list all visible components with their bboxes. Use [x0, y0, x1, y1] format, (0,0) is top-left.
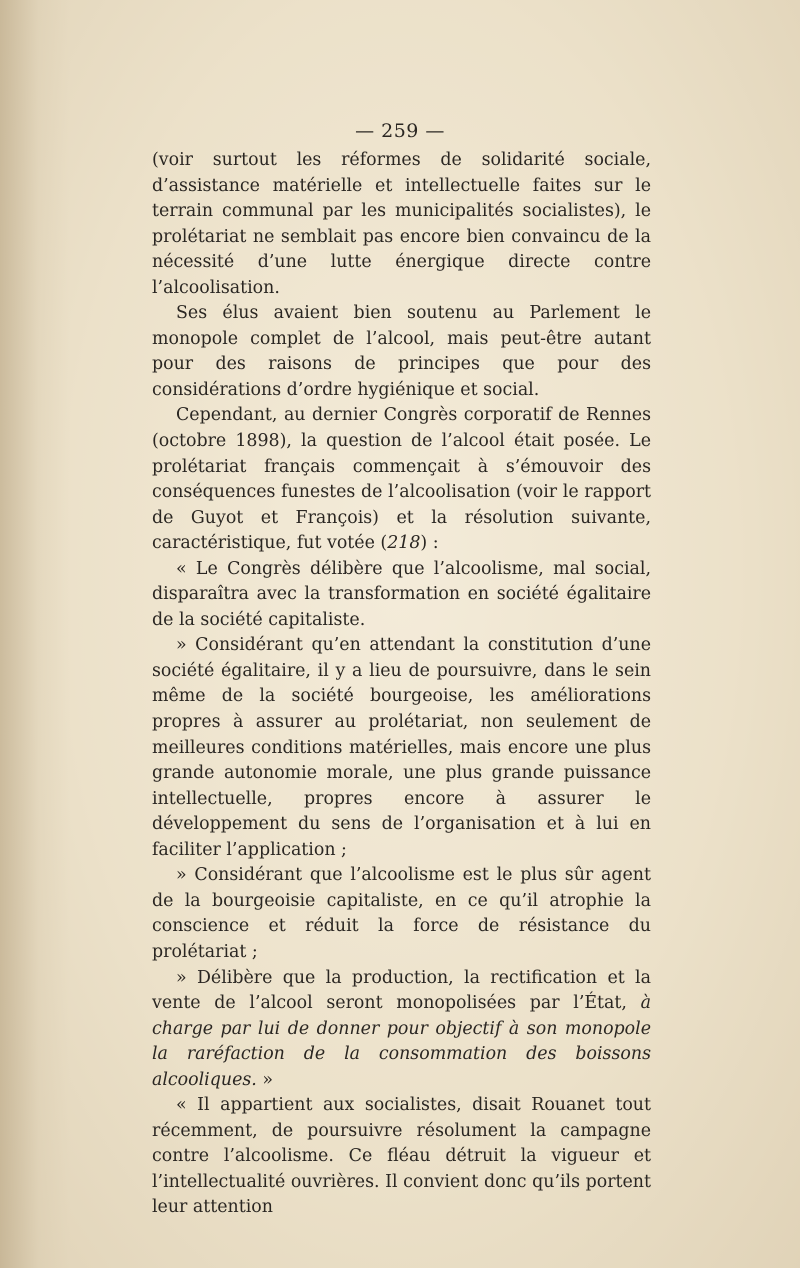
paragraph-3-text: Cependant, au dernier Congrès corporatif de Rennes (octobre 1898), la question de l’alcool était posée. Le prolétariat français commençait à s’émouvoir des conséquences funestes de l’alcoolisation (voir le rapport de Guyot et François) et la résolution suivante, caractéristique, fut votée ( [152, 405, 651, 554]
paragraph-3 [152, 403, 651, 556]
page-gutter-shadow [0, 0, 70, 1268]
footnote-reference: 218 [387, 533, 421, 554]
resolution-quote-4-italic: à charge par lui de donner pour objectif à son monopole la raréfaction de la consommation des boissons alcooliques. [152, 993, 651, 1090]
rouanet-quote: « Il appartient aux socialistes, disait Rouanet tout récemment, de poursuivre résolument la campagne contre l’alcoolisme. Ce fléau détruit la vigueur et l’intellectualité ouvrières. Il convient donc qu’ils portent leur attention [152, 1095, 651, 1218]
resolution-quote-1: « Le Congrès délibère que l’alcoolisme, mal social, disparaîtra avec la transformation en société égalitaire de la société capitaliste. [152, 558, 651, 630]
paragraph-3-end: ) : [420, 533, 439, 554]
resolution-quote-4-end: » [256, 1069, 273, 1090]
resolution-quote-2: » Considérant qu’en attendant la constitution d’une société égalitaire, il y a lieu de poursuivre, dans le sein même de la société bourgeoise, les améliorations propres à assurer au prolétariat, non seulement de meilleures conditions matérielles, mais encore une plus grande autonomie morale, une plus grande puissance intellectuelle, propres encore à assurer le développement du sens de l’organisation et à lui en faciliter l’application ; [152, 635, 651, 860]
paragraph-1: (voir surtout les réformes de solidarité sociale, d’assistance matérielle et intellectuelle faites sur le terrain communal par les municipalités socialistes), le prolétariat ne semblait pas encore bien convaincu de la nécessité d’une lutte énergique directe contre l’alcoolisation. [152, 150, 651, 298]
body-text [152, 148, 651, 1221]
paragraph-2: Ses élus avaient bien soutenu au Parlement le monopole complet de l’alcool, mais peut-être autant pour des raisons de principes que pour des considérations d’ordre hygiénique et social. [152, 303, 651, 400]
resolution-quote-4-text: » Délibère que la production, la rectification et la vente de l’alcool seront monopolisées par l’État, [152, 967, 651, 1014]
page-number: — 259 — [355, 120, 445, 142]
resolution-quote-3: » Considérant que l’alcoolisme est le plus sûr agent de la bourgeoisie capitaliste, en ce qu’il atrophie la conscience et réduit la force de résistance du prolétariat ; [152, 865, 651, 962]
resolution-quote-4 [152, 966, 651, 1094]
